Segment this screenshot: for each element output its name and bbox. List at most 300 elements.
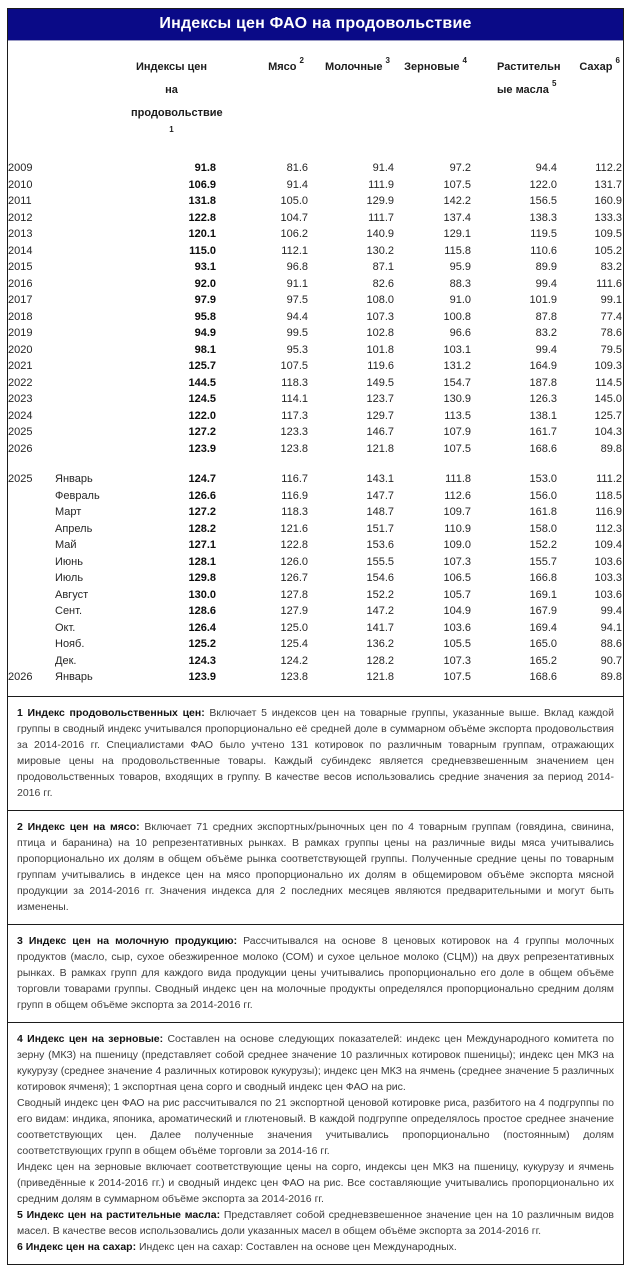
value-cell: 89.9 (535, 261, 557, 273)
value-cell: 125.0 (280, 621, 308, 634)
value-cell: 82.6 (372, 277, 394, 290)
month-cell: Январь (55, 671, 93, 683)
year-cell: 2009 (8, 162, 33, 174)
table-row (8, 603, 622, 620)
value-cell: 104.9 (443, 605, 471, 617)
column-header-1: Индексы цен на продовольствие $^1$ (131, 61, 223, 135)
value-cell: 125.7 (188, 360, 216, 372)
value-cell: 122.0 (529, 178, 557, 191)
table-row (8, 488, 622, 505)
footnote-block-3 (8, 924, 623, 1022)
value-cell: 99.4 (535, 343, 557, 356)
month-cell: Дек. (55, 654, 77, 667)
year-cell (8, 554, 55, 571)
monthly-rows (8, 471, 622, 686)
value-cell: 147.7 (366, 489, 394, 502)
month-cell (55, 358, 115, 375)
table-row (8, 243, 622, 260)
value-cell: 125.7 (594, 409, 622, 422)
month-cell (55, 309, 115, 326)
value-cell: 165.2 (529, 654, 557, 667)
value-cell: 126.7 (280, 572, 308, 584)
section-gap (8, 457, 622, 471)
value-cell: 124.7 (188, 473, 216, 485)
page-title: Индексы цен ФАО на продовольствие (8, 9, 623, 41)
month-cell: Сент. (55, 605, 83, 617)
footnote-paragraph: Сводный индекс цен ФАО на рис рассчитывался по 21 экспортной ценовой котировке риса, разбитого на 4 подгруппы по его видам: индика, японика, ароматический и глютеновый. В каждой подгруппе определялось простое среднее значение соответствующих цен. Далее полученные значения учитывались пропорционально (постоянным) долям соответствующих групп в общем объёме торговли за 2014-16 гг. (17, 1096, 614, 1157)
value-cell: 116.9 (595, 506, 622, 518)
value-cell: 94.4 (535, 162, 557, 174)
table-row (8, 325, 622, 342)
value-cell: 121.8 (366, 442, 394, 455)
value-cell: 95.3 (286, 343, 308, 356)
month-cell (55, 375, 115, 392)
value-cell: 104.3 (594, 426, 622, 438)
footnote-paragraph: 1 Индекс продовольственных цен: Включает 5 индексов цен на товарные группы, указанные выше. Вклад каждой группы в сводный индекс учитывался пропорционально её средней доле в суммарном объёме экспорта продовольствия за 2014-2016 гг. Специалистами ФАО было учтено 131 котировок по различным товарным группам, отражающих мировые цены на продовольственные товары. Каждый субиндекс является средневзвешенным значением цен продовольственных товаров, входящих в группу. В качестве весов использовались средние значения за период 2014-2016 гг. (17, 706, 615, 799)
value-cell: 90.7 (600, 654, 622, 667)
value-cell: 116.9 (281, 489, 308, 502)
footnote-block-4 (8, 1022, 623, 1264)
year-cell (8, 521, 55, 538)
value-cell: 122.8 (280, 539, 308, 551)
value-cell: 113.5 (444, 409, 471, 422)
value-cell: 119.6 (367, 360, 394, 372)
value-cell: 138.3 (529, 211, 557, 224)
year-cell: 2026 (8, 671, 33, 683)
value-cell: 103.1 (443, 343, 471, 356)
year-cell: 2012 (8, 211, 33, 224)
value-cell: 101.8 (366, 343, 394, 356)
value-cell: 97.9 (194, 294, 216, 306)
year-cell (8, 537, 55, 554)
value-cell: 112.1 (281, 244, 308, 257)
value-cell: 143.1 (366, 473, 394, 485)
value-cell: 99.4 (600, 605, 622, 617)
table-row (8, 177, 622, 194)
value-cell: 107.3 (366, 310, 394, 323)
value-cell: 131.7 (594, 178, 622, 191)
value-cell: 126.4 (188, 621, 216, 634)
value-cell: 99.1 (600, 294, 622, 306)
year-cell: 2017 (8, 294, 33, 306)
value-cell: 106.2 (280, 228, 308, 240)
value-cell: 121.8 (366, 671, 394, 683)
year-column-header (8, 41, 55, 160)
value-cell: 91.0 (449, 294, 471, 306)
value-cell: 114.5 (595, 376, 622, 389)
month-cell (55, 177, 115, 194)
year-cell: 2010 (8, 178, 33, 191)
table-row (8, 375, 622, 392)
footnote-block-1 (8, 696, 623, 810)
value-cell: 101.9 (529, 294, 557, 306)
month-cell: Май (55, 539, 77, 551)
year-cell (8, 653, 55, 670)
value-cell: 122.0 (188, 409, 216, 422)
column-header-row (8, 41, 622, 160)
value-cell: 91.8 (194, 162, 216, 174)
value-cell: 91.4 (286, 178, 308, 191)
month-cell (55, 259, 115, 276)
value-cell: 128.6 (188, 605, 216, 617)
value-cell: 127.9 (280, 605, 308, 617)
month-cell (55, 342, 115, 359)
table-row (8, 537, 622, 554)
value-cell: 109.0 (443, 539, 471, 551)
month-cell: Окт. (55, 621, 76, 634)
value-cell: 105.2 (594, 244, 622, 257)
table-row (8, 653, 622, 670)
value-cell: 93.1 (194, 261, 216, 273)
value-cell: 124.3 (188, 654, 216, 667)
value-cell: 78.6 (600, 327, 622, 339)
footnotes (8, 696, 623, 1264)
year-cell: 2025 (8, 426, 33, 438)
value-cell: 120.1 (188, 228, 216, 240)
value-cell: 136.2 (366, 638, 394, 650)
year-cell (8, 570, 55, 587)
value-cell: 130.0 (188, 588, 216, 601)
table-row (8, 554, 622, 571)
value-cell: 96.8 (286, 261, 308, 273)
table-row (8, 441, 622, 458)
footnote-block-2 (8, 810, 623, 924)
value-cell: 109.4 (594, 539, 622, 551)
price-index-table (8, 41, 622, 686)
month-cell (55, 210, 115, 227)
value-cell: 111.2 (596, 473, 622, 485)
value-cell: 142.2 (443, 195, 471, 207)
value-cell: 169.1 (529, 588, 557, 601)
year-cell: 2023 (8, 393, 33, 405)
footnote-paragraph: Индекс цен на зерновые включает соответствующие цены на сорго, индексы цен МКЗ на пшеницу, кукурузу и ячмень (приведённые к 2014-2016 гг.) и сводный индекс цен ФАО на рис. Все составляющие учитывались пропорционально их средним долям в суммарном объёме экспорта за 2014-2016 гг. (17, 1160, 614, 1205)
value-cell: 103.6 (443, 621, 471, 634)
value-cell: 104.7 (280, 211, 308, 224)
value-cell: 118.3 (281, 376, 308, 389)
value-cell: 140.9 (366, 228, 394, 240)
value-cell: 154.6 (366, 572, 394, 584)
table-row (8, 259, 622, 276)
value-cell: 166.8 (529, 572, 557, 584)
value-cell: 91.4 (372, 162, 394, 174)
value-cell: 115.0 (189, 244, 216, 257)
value-cell: 123.9 (188, 671, 216, 683)
value-cell: 126.0 (280, 555, 308, 568)
value-cell: 127.2 (188, 426, 216, 438)
column-header-3: Молочные $^3$ (325, 56, 390, 73)
value-cell: 111.7 (368, 211, 394, 224)
table-row (8, 587, 622, 604)
month-cell: Январь (55, 473, 93, 485)
value-cell: 109.3 (594, 360, 622, 372)
value-cell: 124.2 (280, 654, 308, 667)
value-cell: 95.9 (449, 261, 471, 273)
value-cell: 83.2 (600, 261, 622, 273)
value-cell: 110.9 (444, 522, 471, 535)
value-cell: 107.5 (280, 360, 308, 372)
month-cell (55, 160, 115, 177)
value-cell: 98.1 (194, 343, 216, 356)
value-cell: 129.7 (366, 409, 394, 422)
year-cell: 2014 (8, 244, 33, 257)
value-cell: 111.9 (368, 178, 394, 191)
value-cell: 125.2 (188, 638, 216, 650)
year-cell: 2026 (8, 442, 33, 455)
value-cell: 123.8 (280, 442, 308, 455)
value-cell: 94.4 (286, 310, 308, 323)
value-cell: 127.1 (188, 539, 216, 551)
value-cell: 119.5 (530, 228, 557, 240)
value-cell: 109.5 (594, 228, 622, 240)
value-cell: 131.8 (188, 195, 216, 207)
year-cell: 2019 (8, 327, 33, 339)
value-cell: 149.5 (366, 376, 394, 389)
value-cell: 89.8 (600, 671, 622, 683)
value-cell: 105.7 (443, 588, 471, 601)
value-cell: 153.6 (366, 539, 394, 551)
value-cell: 123.3 (280, 426, 308, 438)
year-cell: 2022 (8, 376, 33, 389)
value-cell: 124.5 (188, 393, 216, 405)
value-cell: 152.2 (366, 588, 394, 601)
value-cell: 123.7 (366, 393, 394, 405)
value-cell: 109.7 (443, 506, 471, 518)
year-cell (8, 504, 55, 521)
table-row (8, 620, 622, 637)
footnote-paragraph: 5 Индекс цен на растительные масла: Представляет собой средневзвешенное значение цен на 10 различным видов масел. В качестве весов использовались доли указанных масел в общем объёме экспорта за 2014-2016 гг. (17, 1208, 614, 1237)
value-cell: 118.5 (595, 489, 622, 502)
month-column-header (55, 41, 115, 160)
table-row (8, 504, 622, 521)
year-cell: 2024 (8, 409, 33, 422)
value-cell: 152.2 (529, 539, 557, 551)
month-cell (55, 276, 115, 293)
table-row (8, 521, 622, 538)
value-cell: 116.7 (281, 473, 308, 485)
value-cell: 156.0 (529, 489, 557, 502)
month-cell (55, 243, 115, 260)
table-row (8, 342, 622, 359)
value-cell: 131.2 (443, 360, 471, 372)
value-cell: 156.5 (529, 195, 557, 207)
value-cell: 121.6 (280, 522, 308, 535)
month-cell (55, 408, 115, 425)
year-cell: 2018 (8, 310, 33, 323)
month-cell: Февраль (55, 489, 100, 502)
value-cell: 89.8 (600, 442, 622, 455)
value-cell: 126.3 (529, 393, 557, 405)
value-cell: 130.2 (366, 244, 394, 257)
table-row (8, 160, 622, 177)
value-cell: 87.1 (372, 261, 394, 273)
value-cell: 107.5 (443, 671, 471, 683)
value-cell: 144.5 (188, 376, 216, 389)
table-row (8, 570, 622, 587)
table-row (8, 424, 622, 441)
value-cell: 128.1 (188, 555, 216, 568)
value-cell: 87.8 (535, 310, 557, 323)
value-cell: 129.8 (188, 572, 216, 584)
value-cell: 160.9 (594, 195, 622, 207)
value-cell: 155.5 (366, 555, 394, 568)
value-cell: 107.9 (443, 426, 471, 438)
value-cell: 165.0 (529, 638, 557, 650)
table-row (8, 210, 622, 227)
value-cell: 111.6 (596, 277, 622, 290)
value-cell: 187.8 (529, 376, 557, 389)
year-cell (8, 587, 55, 604)
value-cell: 128.2 (188, 522, 216, 535)
year-cell: 2025 (8, 473, 33, 485)
value-cell: 128.2 (366, 654, 394, 667)
year-cell: 2020 (8, 343, 33, 356)
value-cell: 123.8 (280, 671, 308, 683)
value-cell: 125.4 (280, 638, 308, 650)
report-frame (7, 8, 624, 1265)
value-cell: 97.5 (286, 294, 308, 306)
value-cell: 107.3 (443, 555, 471, 568)
value-cell: 127.8 (280, 588, 308, 601)
value-cell: 117.3 (281, 409, 308, 422)
value-cell: 167.9 (529, 605, 557, 617)
value-cell: 161.8 (529, 506, 557, 518)
footnote-paragraph: 4 Индекс цен на зерновые: Составлен на основе следующих показателей: индекс цен Международного комитета по зерну (МКЗ) на пшеницу (представляет собой среднее значение 10 различных котировок пшеницы); индекс цен МКЗ на кукурузу (среднее значение 4 различных котировок кукурузы); индекс цен МКЗ на ячмень (среднее значение 5 различных котировок ячменя); 1 экспортная цена сорго и сводный индекс цен ФАО на рис. (17, 1032, 614, 1093)
value-cell: 151.7 (366, 522, 394, 535)
footnote-paragraph: 3 Индекс цен на молочную продукцию: Рассчитывался на основе 8 ценовых котировок на 4 группы молочных продуктов (масло, сыр, сухое обезжиренное молоко (СОМ) и сухое цельное молоко (СЦМ)) на двух репрезентативных рынках. В рамках групп для каждого вида продукции цены учитывались пропорционально его доле в общем объёме торговли товарами группы. Сводный индекс цен на молочные продукты определялся пропорционально средним долям групп в общем объёме экспорта за 2014-2016 гг. (17, 934, 615, 1011)
table-row (8, 391, 622, 408)
month-cell: Июнь (55, 555, 83, 568)
table-row (8, 669, 622, 686)
value-cell: 138.1 (529, 409, 557, 422)
value-cell: 96.6 (449, 327, 471, 339)
value-cell: 168.6 (529, 671, 557, 683)
value-cell: 94.9 (194, 327, 216, 339)
column-header-5: Растительн ые масла $^5$ (497, 61, 561, 96)
value-cell: 148.7 (366, 506, 394, 518)
value-cell: 126.6 (188, 489, 216, 502)
value-cell: 79.5 (600, 343, 622, 356)
table-row (8, 276, 622, 293)
value-cell: 169.4 (529, 621, 557, 634)
month-cell (55, 292, 115, 309)
year-cell (8, 636, 55, 653)
value-cell: 77.4 (600, 310, 622, 323)
value-cell: 114.1 (281, 393, 308, 405)
value-cell: 147.2 (366, 605, 394, 617)
value-cell: 154.7 (443, 376, 471, 389)
value-cell: 129.9 (366, 195, 394, 207)
value-cell: 123.9 (188, 442, 216, 455)
value-cell: 92.0 (194, 277, 216, 290)
value-cell: 105.0 (280, 195, 308, 207)
value-cell: 164.9 (529, 360, 557, 372)
table-row (8, 193, 622, 210)
month-cell (55, 226, 115, 243)
value-cell: 106.9 (188, 178, 216, 191)
month-cell: Август (55, 588, 89, 601)
month-cell (55, 391, 115, 408)
value-cell: 155.7 (529, 555, 557, 568)
year-cell (8, 488, 55, 505)
value-cell: 105.5 (443, 638, 471, 650)
value-cell: 158.0 (529, 522, 557, 535)
price-index-table-section (8, 41, 623, 696)
table-row (8, 358, 622, 375)
value-cell: 130.9 (443, 393, 471, 405)
value-cell: 103.6 (594, 588, 622, 601)
value-cell: 112.3 (595, 522, 622, 535)
value-cell: 133.3 (594, 211, 622, 224)
table-row (8, 292, 622, 309)
value-cell: 108.0 (366, 294, 394, 306)
value-cell: 81.6 (286, 162, 308, 174)
value-cell: 106.5 (443, 572, 471, 584)
table-row (8, 636, 622, 653)
value-cell: 83.2 (535, 327, 557, 339)
month-cell (55, 325, 115, 342)
column-header-4: Зерновые $^4$ (404, 56, 467, 73)
value-cell: 118.3 (281, 506, 308, 518)
value-cell: 127.2 (188, 506, 216, 518)
table-row (8, 471, 622, 488)
year-cell: 2021 (8, 360, 33, 372)
year-cell (8, 620, 55, 637)
value-cell: 110.6 (530, 244, 557, 257)
month-cell: Март (55, 506, 82, 518)
year-cell: 2011 (8, 195, 32, 207)
table-row (8, 226, 622, 243)
value-cell: 112.2 (595, 162, 622, 174)
value-cell: 88.6 (600, 638, 622, 650)
value-cell: 103.3 (594, 572, 622, 584)
yearly-rows (8, 160, 622, 457)
value-cell: 107.3 (443, 654, 471, 667)
value-cell: 112.6 (444, 489, 471, 502)
value-cell: 99.5 (286, 327, 308, 339)
value-cell: 95.8 (194, 310, 216, 323)
value-cell: 107.5 (443, 442, 471, 455)
value-cell: 129.1 (443, 228, 471, 240)
value-cell: 141.7 (366, 621, 394, 634)
value-cell: 137.4 (443, 211, 471, 224)
value-cell: 97.2 (449, 162, 471, 174)
value-cell: 103.6 (594, 555, 622, 568)
month-cell: Апрель (55, 522, 93, 535)
month-cell (55, 193, 115, 210)
year-cell: 2013 (8, 228, 33, 240)
value-cell: 115.8 (444, 244, 471, 257)
value-cell: 111.8 (445, 473, 471, 485)
year-cell: 2015 (8, 261, 33, 273)
footnote-paragraph: 2 Индекс цен на мясо: Включает 71 средних экспортных/рыночных цен по 4 товарным группам (говядина, свинина, птица и баранина) на 10 репрезентативных рынках. В рамках группы цены на различные виды мяса учитывались пропорционально их долям в общем объёме рынка соответствующей группы. Полученные средние цены по товарным группам учитывались в индексе цен на мясо пропорционально их долям в общемировом объёме экспорта мясной продукции за 2014-2016 гг. Значения индекса для 2 последних месяцев являются предварительными и могут быть изменены. (17, 820, 614, 913)
year-cell: 2016 (8, 277, 33, 290)
table-row (8, 309, 622, 326)
value-cell: 161.7 (529, 426, 557, 438)
value-cell: 99.4 (535, 277, 557, 290)
month-cell: Июль (55, 572, 84, 584)
year-cell (8, 603, 55, 620)
value-cell: 102.8 (366, 327, 394, 339)
column-header-2: Мясо $^2$ (268, 56, 304, 73)
value-cell: 146.7 (366, 426, 394, 438)
month-cell (55, 424, 115, 441)
value-cell: 122.8 (188, 211, 216, 224)
value-cell: 88.3 (449, 277, 471, 290)
value-cell: 153.0 (529, 473, 557, 485)
value-cell: 91.1 (286, 277, 308, 290)
value-cell: 107.5 (443, 178, 471, 191)
value-cell: 94.1 (600, 621, 622, 634)
